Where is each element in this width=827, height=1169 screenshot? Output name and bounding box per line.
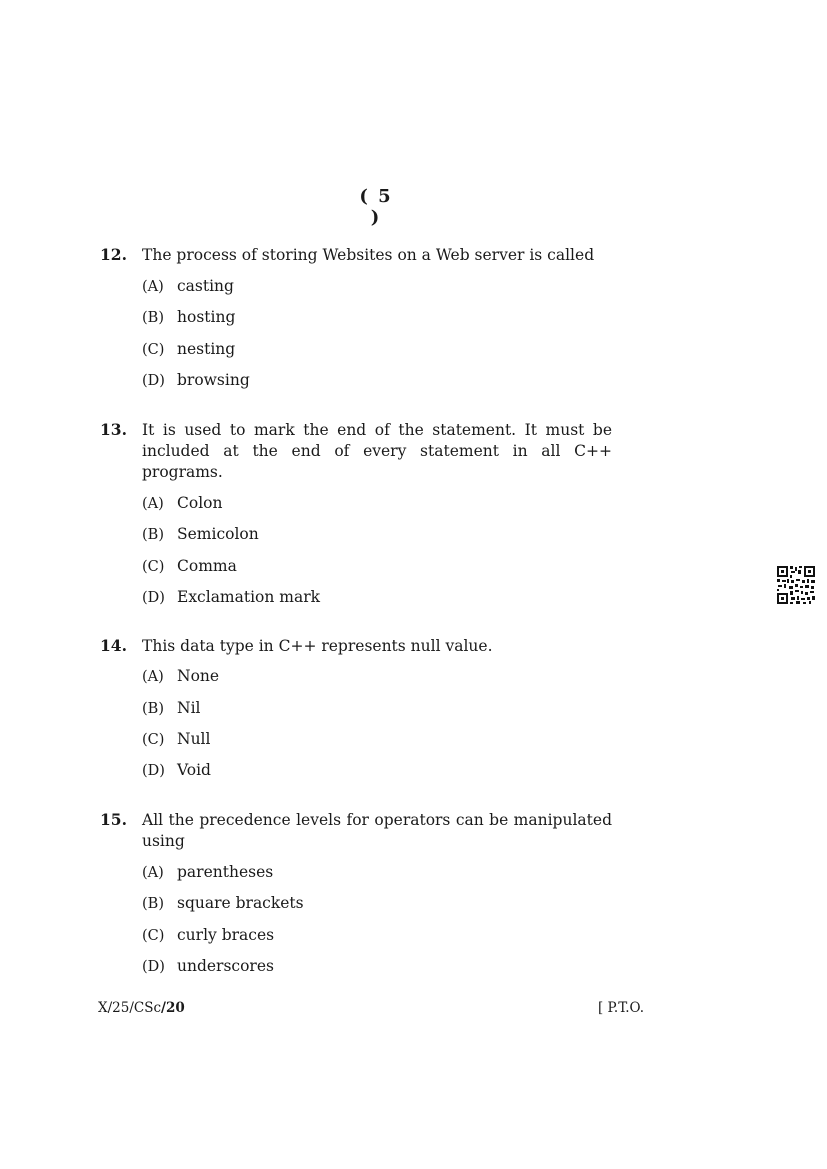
option-label: (C): [142, 732, 165, 748]
option-label: (C): [142, 928, 165, 944]
page-number: ( 5 ): [359, 186, 393, 228]
paper-code-suffix: /20: [161, 1000, 185, 1016]
question-12: [100, 245, 612, 389]
option-label: (B): [142, 310, 164, 326]
option-c: [142, 340, 235, 358]
footer-paper-code: [98, 1000, 185, 1016]
option-label: (D): [142, 959, 165, 975]
option-text: Exclamation mark: [177, 588, 321, 606]
question-13: [100, 420, 612, 606]
option-text: Nil: [177, 699, 201, 717]
question-text: This data type in C++ represents null value.: [142, 637, 493, 655]
option-text: parentheses: [177, 863, 274, 881]
paper-code-prefix: X/25/CSc: [98, 1000, 162, 1016]
option-a: [142, 494, 222, 512]
option-text: browsing: [177, 371, 250, 389]
option-b: [142, 525, 259, 543]
option-a: [142, 863, 273, 881]
option-c: [142, 557, 237, 575]
option-text: Semicolon: [177, 525, 259, 543]
option-d: [142, 371, 250, 389]
option-label: (C): [142, 559, 165, 575]
question-text: All the precedence levels for operators can be manipulated using: [142, 811, 612, 850]
option-label: (D): [142, 590, 165, 606]
option-label: (B): [142, 701, 164, 717]
footer-pto: [ P.T.O.: [598, 1000, 645, 1016]
question-number: 15.: [100, 810, 127, 829]
option-label: (C): [142, 342, 165, 358]
option-b: [142, 894, 304, 912]
option-c: [142, 730, 210, 748]
option-text: square brackets: [177, 894, 304, 912]
option-text: hosting: [177, 308, 236, 326]
option-d: [142, 761, 211, 779]
option-text: casting: [177, 277, 234, 295]
option-text: Comma: [177, 557, 237, 575]
option-label: (B): [142, 896, 164, 912]
option-b: [142, 699, 200, 717]
option-text: Null: [177, 730, 211, 748]
option-label: (B): [142, 527, 164, 543]
option-text: Colon: [177, 494, 223, 512]
question-number: 13.: [100, 420, 127, 439]
option-d: [142, 957, 274, 975]
question-number: 12.: [100, 245, 127, 264]
option-text: curly braces: [177, 926, 275, 944]
option-text: nesting: [177, 340, 236, 358]
option-d: [142, 588, 320, 606]
question-text: It is used to mark the end of the statement. It must be included at the end of every statement in all C++ programs.: [142, 421, 612, 481]
option-label: (A): [142, 279, 164, 295]
option-a: [142, 667, 219, 685]
question-number: 14.: [100, 636, 127, 655]
qr-code-icon: [776, 565, 816, 605]
option-label: (A): [142, 496, 164, 512]
option-label: (D): [142, 763, 165, 779]
question-text: The process of storing Websites on a Web server is called: [142, 246, 595, 264]
option-b: [142, 308, 235, 326]
option-a: [142, 277, 234, 295]
question-15: [100, 810, 612, 975]
option-text: underscores: [177, 957, 274, 975]
option-label: (A): [142, 865, 164, 881]
option-text: None: [177, 667, 220, 685]
question-14: [100, 636, 612, 779]
option-label: (D): [142, 373, 165, 389]
option-label: (A): [142, 669, 164, 685]
option-c: [142, 926, 274, 944]
option-text: Void: [177, 761, 211, 779]
